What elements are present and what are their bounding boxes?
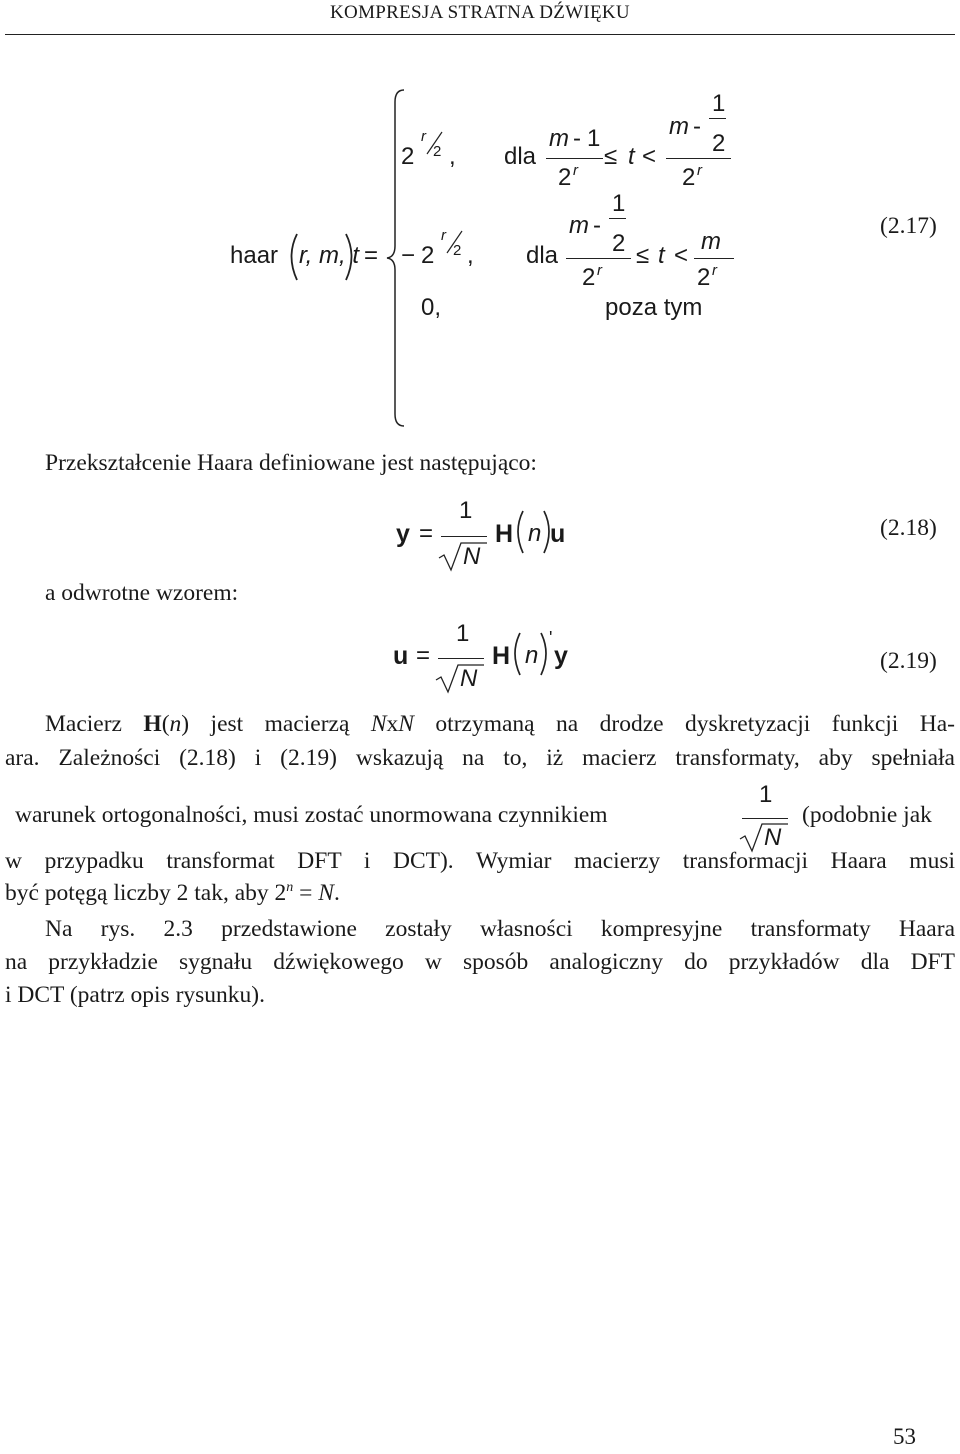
eq219-lhs: u [393,642,409,670]
equation-label-2-18: (2.18) [880,515,937,541]
para1-line2: ara. Zależności (2.18) i (2.19) wskazują na to, iż macierz transformaty, aby spełniała [5,745,955,771]
case1-dla: dla [504,143,537,170]
para2-line1: Na rys. 2.3 przedstawione zostały własności kompresyjne transformaty Haara [45,916,955,942]
running-header: KOMPRESJA STRATNA DŹWIĘKU [330,2,630,23]
header-rule [5,34,955,35]
para1-line4: w przypadku transformat DFT i DCT). Wymiar macierzy transformacji Haara musi [5,848,955,874]
eq219-H: H [492,642,511,670]
case2-rfrac-line [694,258,734,259]
haar-args: r, m, t [299,242,359,269]
case3-zero: 0, [421,294,442,321]
case2-exp-2: 2 [453,242,462,259]
case2-rden-2: 2 [697,264,711,291]
eq218-lhs: y [396,520,410,548]
case1-num-one: 1 [587,125,601,152]
case2-le: ≤ [636,242,650,269]
case1-rnum-two: 2 [712,130,726,157]
case2-den-2: 2 [582,264,596,291]
case2-rden-r: r [712,262,717,279]
case1-frac-line [546,158,603,159]
eq218-u: u [550,520,566,548]
case1-le: ≤ [604,143,618,170]
case2-num-two: 2 [612,230,626,257]
case1-exp-2: 2 [433,143,442,160]
eq218-H: H [495,520,514,548]
case1-rnum-half-line [709,118,726,119]
equals-sign: = [364,242,379,269]
case1-rnum-one: 1 [712,90,726,117]
para2-line2: na przykładzie sygnału dźwiękowego w sposób analogiczny do przykładów dla DFT [5,949,955,975]
para1-text: x [386,711,399,737]
eq219-equals: = [416,642,431,669]
eq218-lparen [511,509,527,555]
right-paren [342,232,360,282]
var-N: N [398,711,414,737]
case2-frac-line [566,258,631,259]
exponent-n: n [286,880,294,896]
matrix-H: H [143,711,162,737]
factor-one: 1 [759,781,773,808]
case2-rnum-m: m [701,228,721,255]
eq219-one: 1 [456,620,470,647]
para2-line3: i DCT (patrz opis rysunku). [5,982,265,1008]
para1-text: otrzymaną na drodze dyskretyzacji funkcji Ha- [413,711,955,737]
para1-line3-tail: (podobnie jak [802,802,932,828]
var-N: N [318,880,334,906]
case1-rfrac-line [666,158,731,159]
case1-t: t [628,143,635,170]
var-n: n [169,711,182,737]
equation-label-2-17: (2.17) [880,213,937,239]
eq219-lparen [508,631,524,677]
factor-N: N [764,824,782,851]
case2-dla: dla [526,242,559,269]
case1-rden-2: 2 [682,164,696,191]
eq219-frac-line [438,658,484,659]
eq219-prime: ' [549,628,553,648]
eq218-N: N [463,543,481,570]
para1-text: ) jest macierzą [181,711,371,737]
inverse-label: a odwrotne wzorem: [45,580,239,606]
case1-num-minus: - [573,125,581,152]
case1-rnum-minus: - [693,113,701,140]
case1-comma: , [449,143,456,170]
var-N: N [370,711,387,737]
case2-num-one: 1 [612,190,626,217]
case1-num-m: m [549,125,569,152]
eq219-N: N [460,665,478,692]
eq218-one: 1 [459,497,473,524]
case1-den-r: r [573,162,578,179]
para1-text: Macierz [45,711,144,737]
case2-num-half-line [609,218,626,219]
eq219-n: n [525,642,539,669]
haar-fn: haar [230,242,279,269]
case2-lt: < [674,242,689,269]
case1-rnum-m: m [669,113,689,140]
case1-exp-r: r [421,128,426,145]
para1-text: . [333,880,340,906]
case2-exp-r: r [441,227,446,244]
para1-text: być potęgą liczby 2 tak, aby 2 [5,880,287,906]
eq218-equals: = [419,520,434,547]
case1-rden-r: r [697,162,702,179]
case2-comma: , [467,242,474,269]
eq218-n: n [528,520,542,547]
case1-lt: < [642,143,657,170]
factor-frac-line [742,818,788,819]
case2-den-r: r [597,262,602,279]
page-number: 53 [893,1424,916,1449]
para1-line1 [45,711,955,738]
para1-text: = [293,880,319,906]
case1-base: 2 [401,143,415,170]
case3-poza-tym: poza tym [605,294,703,321]
para1-line3-text: warunek ortogonalności, musi zostać unormowana czynnikiem [15,802,608,828]
case2-t: t [658,242,665,269]
eq219-y: y [554,642,568,670]
case2-num-minus: - [593,212,601,239]
para1-line5 [5,880,340,907]
case2-num-m: m [569,212,589,239]
case2-base: 2 [421,242,435,269]
equation-label-2-19: (2.19) [880,648,937,674]
para1-text: ( [161,711,170,737]
intro-text: Przekształcenie Haara definiowane jest następująco: [45,450,537,476]
eq218-frac-line [441,536,487,537]
case2-minus: − [401,242,416,269]
case1-den-2: 2 [558,164,572,191]
